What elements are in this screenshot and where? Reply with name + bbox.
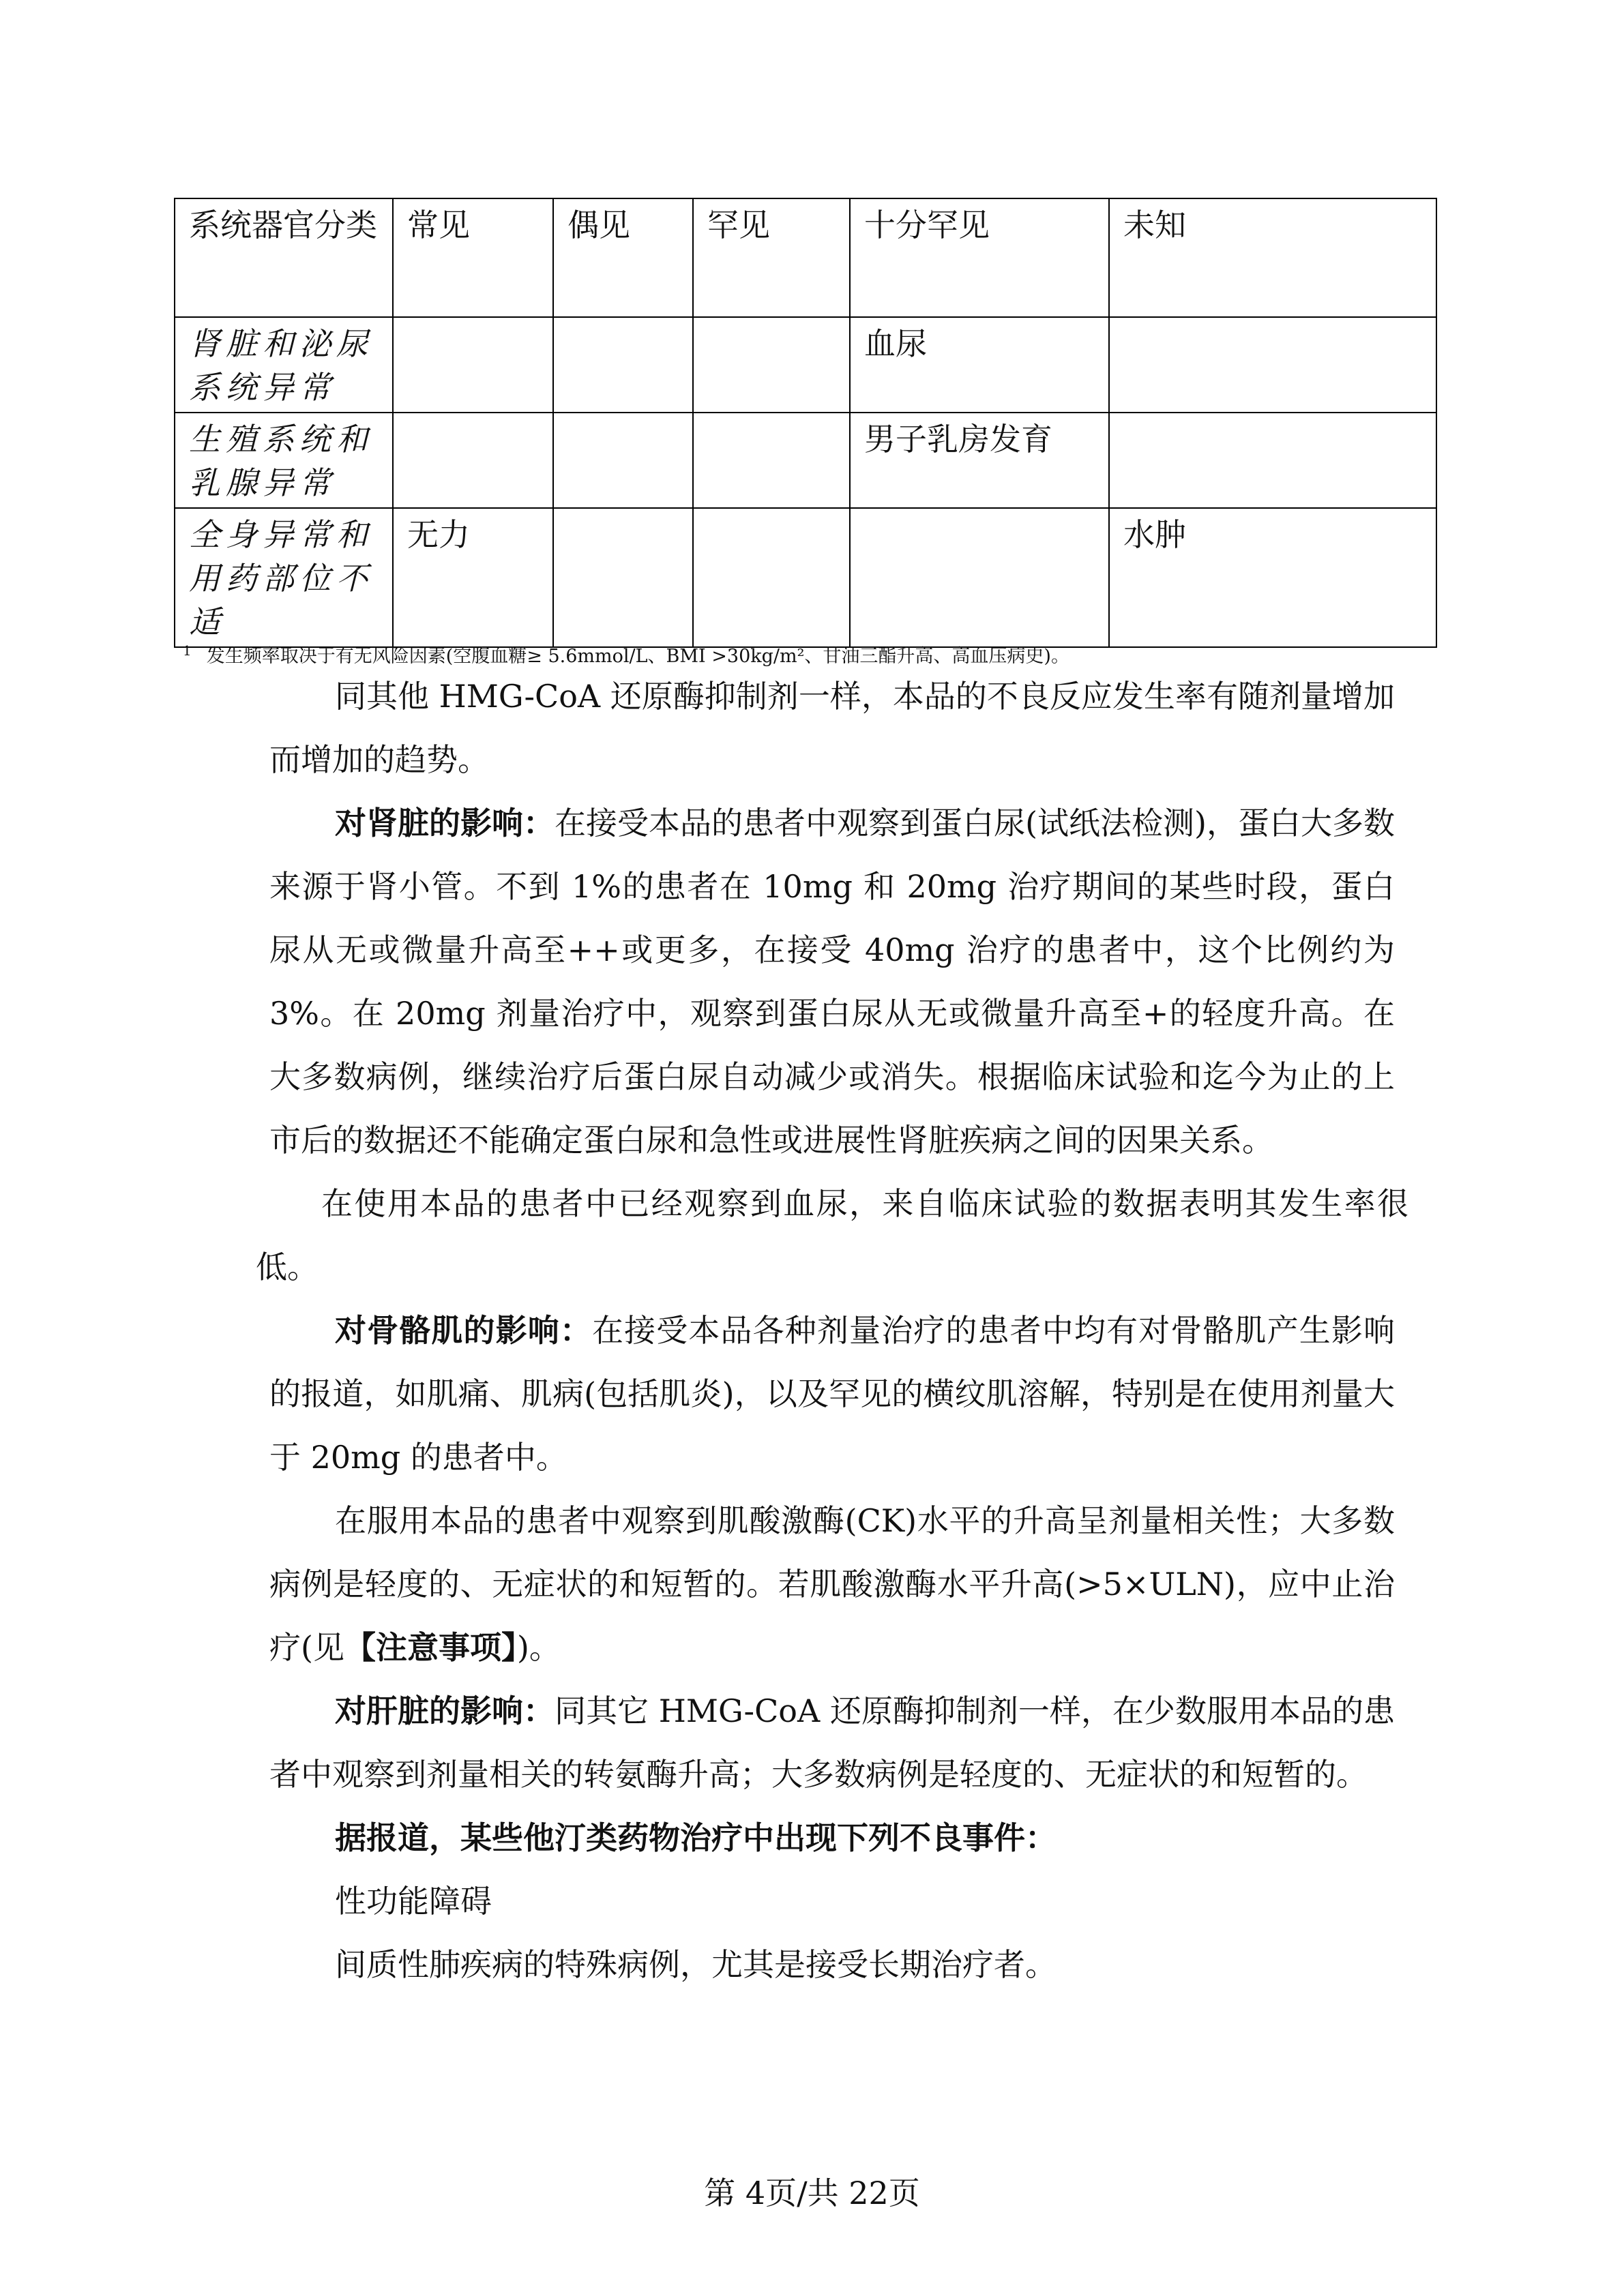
organ-cell: 生殖系统和乳腺异常 <box>175 413 393 508</box>
paragraph-title: 据报道，某些他汀类药物治疗中出现下列不良事件： <box>335 1819 1057 1856</box>
table-cell <box>393 413 553 508</box>
paragraph <box>269 1870 1395 1933</box>
body-text <box>256 665 1408 1997</box>
paragraph-text: 在使用本品的患者中已经观察到血尿，来自临床试验的数据表明其发生率很低。 <box>256 1185 1408 1285</box>
paragraph-title: 对骨骼肌的影响： <box>335 1312 592 1349</box>
table-cell: 水肿 <box>1109 508 1436 647</box>
paragraph-bold-tail: 【注意事项】 <box>344 1629 517 1666</box>
paragraph-tail: )。 <box>516 1629 561 1666</box>
paragraph-text: 同其他 HMG-CoA 还原酶抑制剂一样，本品的不良反应发生率有随剂量增加而增加的趋势。 <box>269 678 1395 778</box>
table-row <box>175 508 1436 647</box>
table-cell <box>693 413 850 508</box>
paragraph-text: 同其它 HMG-CoA 还原酶抑制剂一样，在少数服用本品的患者中观察到剂量相关的转氨酶升高；大多数病例是轻度的、无症状的和短暂的。 <box>269 1693 1396 1793</box>
table-cell <box>693 317 850 413</box>
paragraph-text: 性功能障碍 <box>335 1883 492 1920</box>
table-cell <box>1109 413 1436 508</box>
paragraph-text: 在接受本品的患者中观察到蛋白尿(试纸法检测)，蛋白大多数来源于肾小管。不到 1%的患者在 10mg 和 20mg 治疗期间的某些时段，蛋白尿从无或微量升高至++或更多，在接受 40mg 治疗的患者中，这个比例约为 3%。在 20mg 剂量治疗中，观察到蛋白尿从无或微量升高至+的轻度升高。在大多数病例，继续治疗后蛋白尿自动减少或消失。根据临床试验和迄今为止的上市后的数据还不能确定蛋白尿和急性或进展性肾脏疾病之间的因果关系。 <box>269 805 1395 1159</box>
paragraph-text: 在服用本品的患者中观察到肌酸激酶(CK)水平的升高呈剂量相关性；大多数病例是轻度的、无症状的和短暂的。若肌酸激酶水平升高(>5×ULN)，应中止治疗(见 <box>269 1502 1395 1666</box>
paragraph <box>269 665 1395 792</box>
table-cell: 无力 <box>393 508 553 647</box>
table-row <box>175 413 1436 508</box>
page-number: 第 4页/共 22页 <box>704 2175 920 2211</box>
header-very-rare: 十分罕见 <box>850 198 1109 317</box>
table-row <box>175 317 1436 413</box>
table-cell <box>553 317 693 413</box>
table-cell <box>553 508 693 647</box>
table-cell <box>850 508 1109 647</box>
paragraph-title: 对肾脏的影响： <box>335 805 555 841</box>
paragraph <box>256 1172 1408 1299</box>
header-organ-class: 系统器官分类 <box>175 198 393 317</box>
table-cell <box>1109 317 1436 413</box>
table-header-row <box>175 198 1436 317</box>
paragraph <box>269 1299 1395 1489</box>
table-cell: 血尿 <box>850 317 1109 413</box>
adverse-reaction-table <box>174 198 1437 648</box>
footnote-marker: 1 <box>183 642 192 659</box>
footnote-text: 发生频率取决于有无风险因素(空腹血糖≥ 5.6mmol/L、BMI >30kg/m²、甘油三酯升高、高血压病史)。 <box>206 646 1069 667</box>
paragraph-text: 在接受本品各种剂量治疗的患者中均有对骨骼肌产生影响的报道，如肌痛、肌病(包括肌炎)，以及罕见的横纹肌溶解，特别是在使用剂量大于 20mg 的患者中。 <box>269 1312 1395 1476</box>
header-unknown: 未知 <box>1109 198 1436 317</box>
organ-cell: 全身异常和用药部位不适 <box>175 508 393 647</box>
paragraph-title: 对肝脏的影响： <box>335 1693 555 1729</box>
table-cell <box>553 413 693 508</box>
paragraph <box>269 1489 1395 1680</box>
header-rare: 罕见 <box>693 198 850 317</box>
table-cell <box>693 508 850 647</box>
paragraph-text: 间质性肺疾病的特殊病例，尤其是接受长期治疗者。 <box>335 1946 1057 1983</box>
paragraph <box>269 1680 1395 1806</box>
table-cell: 男子乳房发育 <box>850 413 1109 508</box>
header-common: 常见 <box>393 198 553 317</box>
paragraph <box>269 1933 1395 1997</box>
paragraph <box>269 1806 1395 1870</box>
table-cell <box>393 317 553 413</box>
header-uncommon: 偶见 <box>553 198 693 317</box>
organ-cell: 肾脏和泌尿系统异常 <box>175 317 393 413</box>
paragraph <box>269 792 1395 1172</box>
